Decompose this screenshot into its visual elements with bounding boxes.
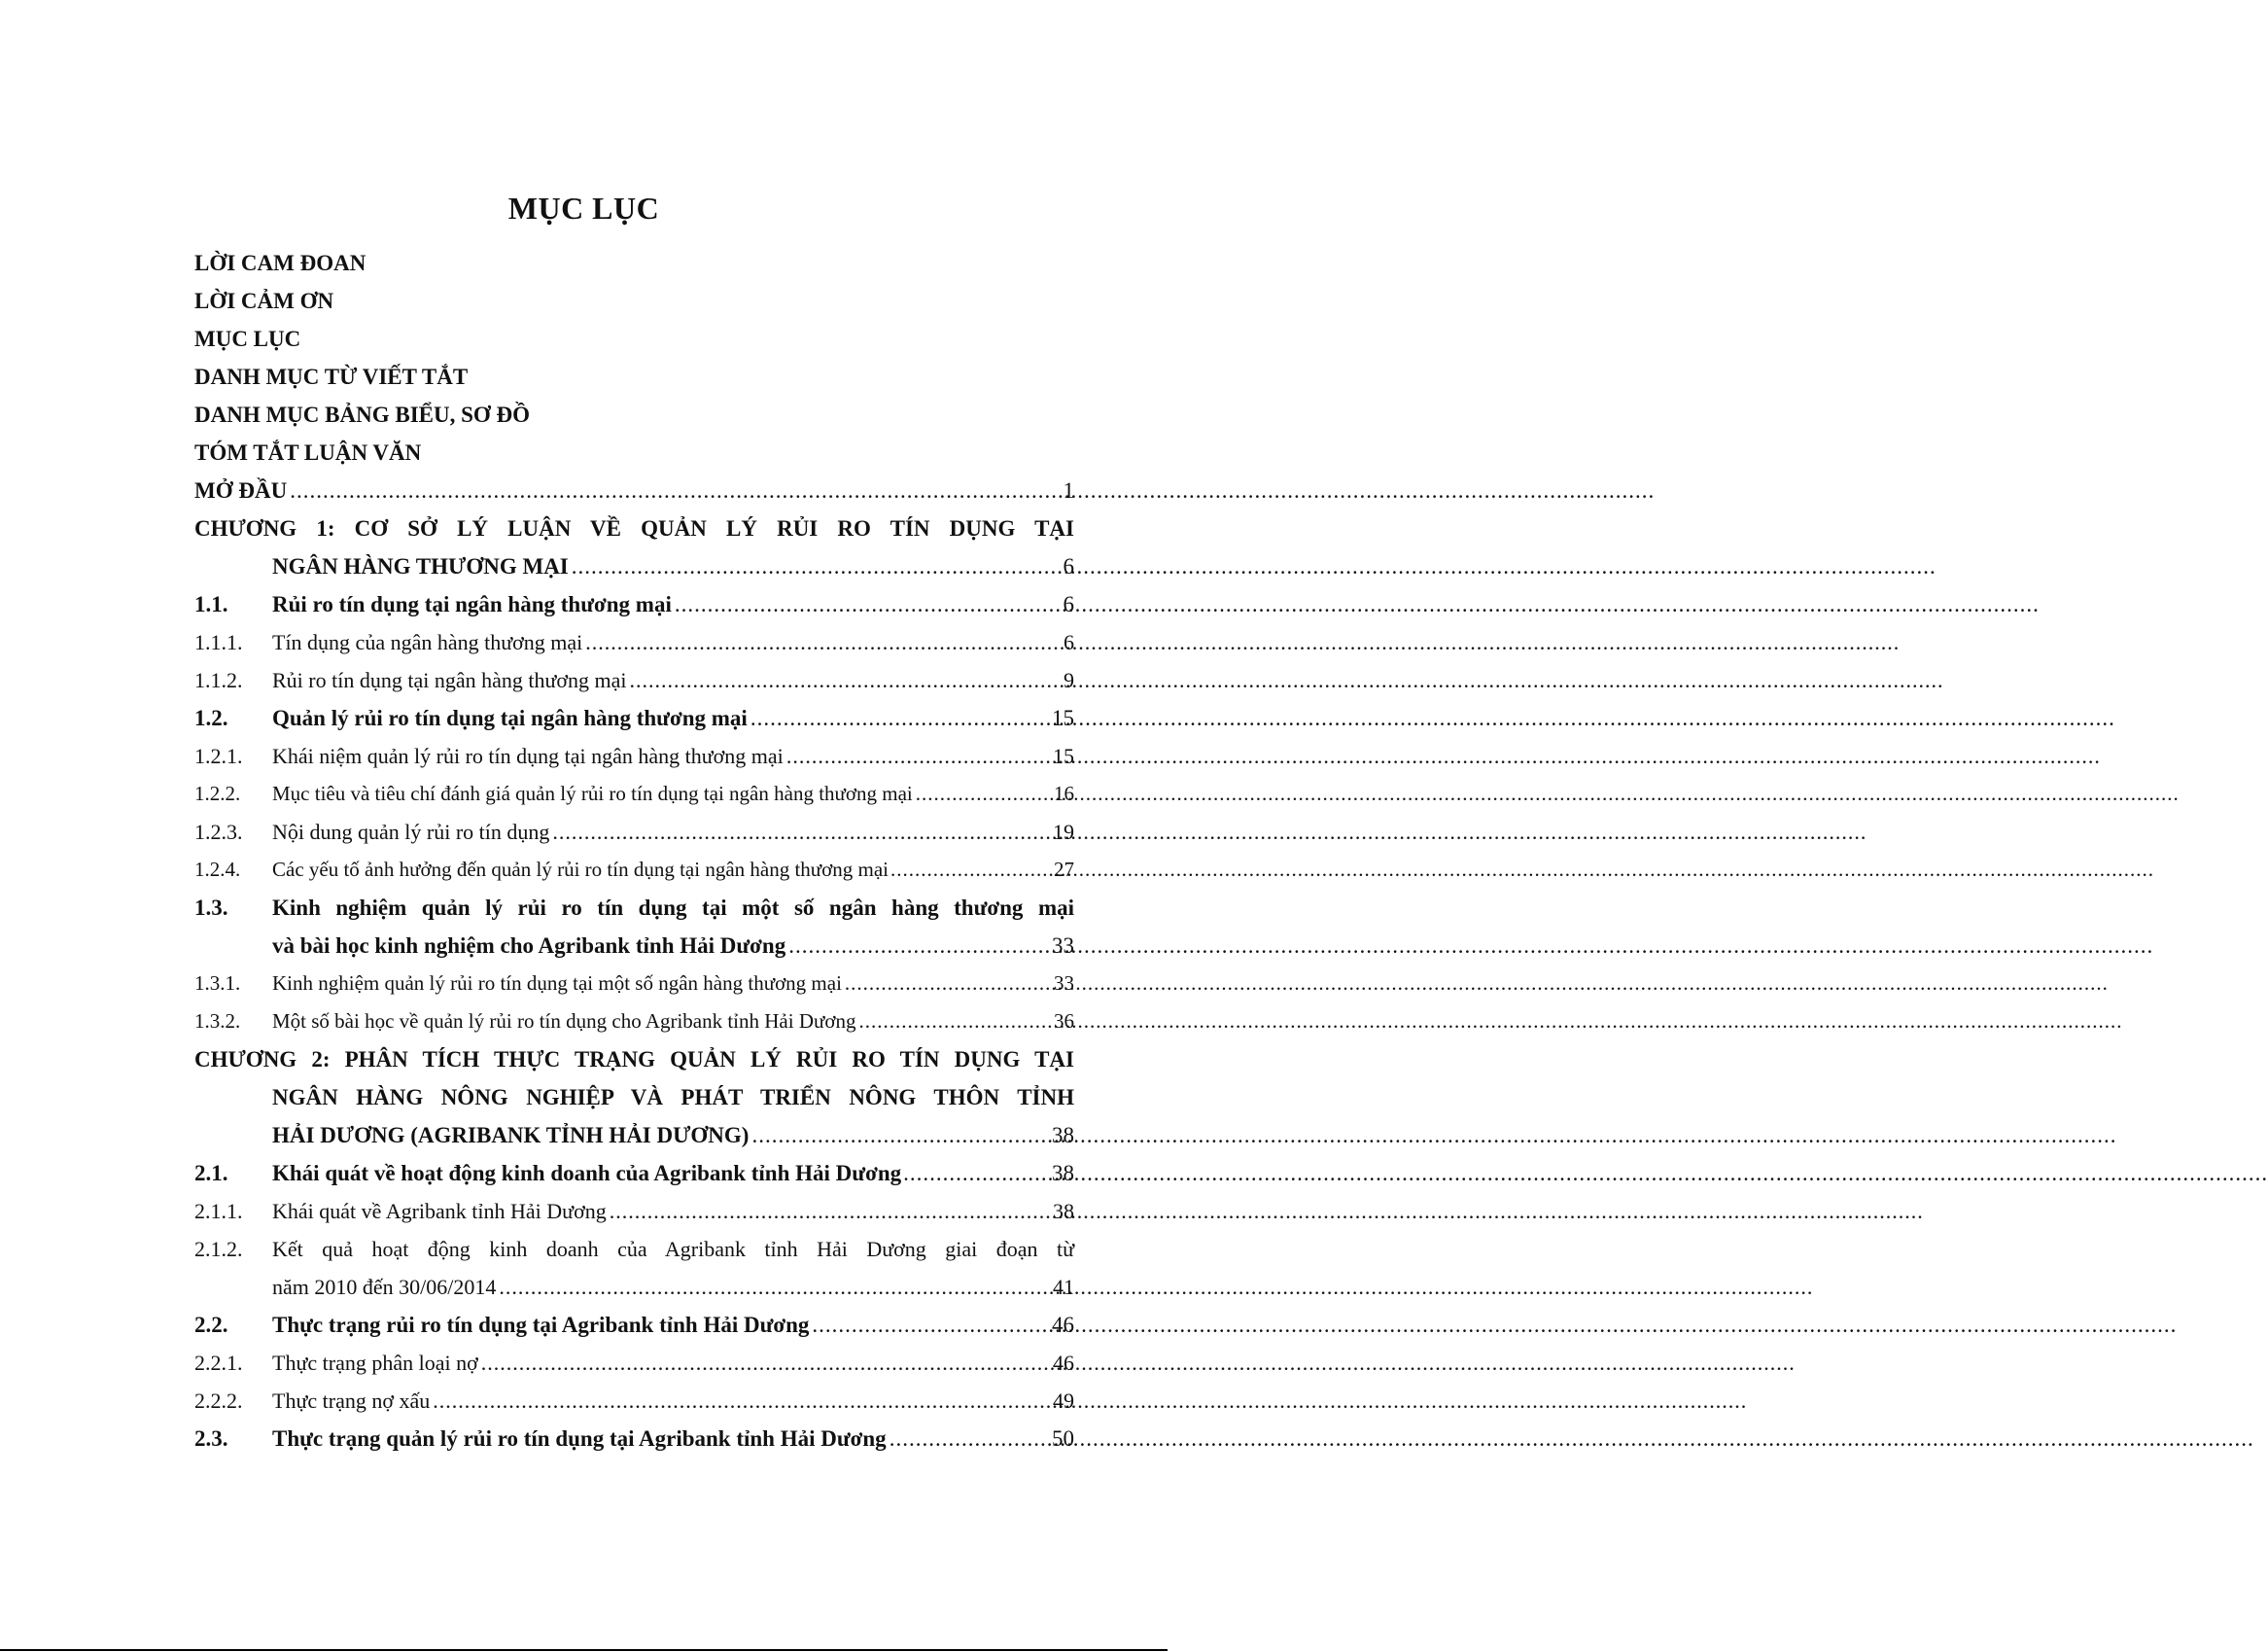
toc-entry-1-1-1[interactable] <box>194 623 1074 661</box>
toc-entry-text: Khái niệm quản lý rủi ro tín dụng tại ngân hàng thương mại <box>272 744 784 768</box>
toc-chapter-1-line-1[interactable] <box>194 510 1074 547</box>
toc-entry-text: Tín dụng của ngân hàng thương mại <box>272 630 583 654</box>
dot-leader <box>290 472 1060 510</box>
toc-entry-text: MỤC LỤC <box>194 327 301 351</box>
page-number: 27 <box>1054 858 1074 881</box>
toc-entry-text: DANH MỤC BẢNG BIỂU, SƠ ĐỒ <box>194 403 531 427</box>
toc-entry-text: Kinh nghiệm quản lý rủi ro tín dụng tại một số ngân hàng thương mại <box>272 971 842 995</box>
toc-entry-text: MỞ ĐẦU <box>194 478 288 503</box>
page-number: 6 <box>1063 592 1074 616</box>
page-number: 6 <box>1064 630 1074 654</box>
toc-entry-text: DANH MỤC TỪ VIẾT TẮT <box>194 365 469 389</box>
dot-leader <box>499 1268 1050 1306</box>
page-bottom-border <box>0 1649 1168 1651</box>
page-number: 38 <box>1052 1123 1074 1147</box>
page-number: 33 <box>1054 971 1074 995</box>
page-number: 19 <box>1053 820 1074 844</box>
section-number: 1.1.2. <box>194 668 243 692</box>
toc-entry-text: CHƯƠNG 2: PHÂN TÍCH THỰC TRẠNG QUẢN LÝ RỦI RO TÍN DỤNG TẠI <box>194 1047 1074 1072</box>
toc-entry-1-3-line-2[interactable] <box>194 927 1074 965</box>
page-number: 38 <box>1052 1161 1074 1185</box>
section-number: 2.2. <box>194 1313 228 1337</box>
section-number: 1.2.1. <box>194 744 243 768</box>
toc-entry-1-2-1[interactable] <box>194 737 1074 775</box>
section-number: 2.1.1. <box>194 1199 243 1223</box>
toc-entry-text: và bài học kinh nghiệm cho Agribank tỉnh Hải Dương <box>272 933 786 958</box>
toc-entry-text: Các yếu tố ảnh hưởng đến quản lý rủi ro tín dụng tại ngân hàng thương mại <box>272 858 890 881</box>
toc-entry-text: Quản lý rủi ro tín dụng tại ngân hàng thương mại <box>272 706 748 730</box>
section-number: 1.1. <box>194 592 228 616</box>
dot-leader <box>890 1420 1049 1458</box>
toc-entry-1-1-2[interactable] <box>194 661 1074 699</box>
toc-entry-1-3-line-1[interactable] <box>194 889 1074 927</box>
dot-leader <box>916 775 1051 813</box>
page-number: 16 <box>1054 782 1074 805</box>
toc-entry-text: Kết quả hoạt động kinh doanh của Agribank tỉnh Hải Dương giai đoạn từ <box>272 1237 1074 1261</box>
page-number: 15 <box>1052 706 1074 730</box>
toc-chapter-1-line-2[interactable] <box>194 547 1074 585</box>
section-number: 1.1.1. <box>194 630 243 654</box>
page-number: 6 <box>1063 554 1074 579</box>
dot-leader <box>845 965 1051 1002</box>
toc-entry-text: Thực trạng quản lý rủi ro tín dụng tại Agribank tỉnh Hải Dương <box>272 1426 887 1451</box>
page-number: 41 <box>1053 1275 1074 1299</box>
page-number: 46 <box>1052 1313 1074 1337</box>
section-number: 1.3.2. <box>194 1009 241 1033</box>
toc-entry-text: HẢI DƯƠNG (AGRIBANK TỈNH HẢI DƯƠNG) <box>272 1123 750 1147</box>
page-number: 49 <box>1053 1388 1074 1413</box>
toc-entry-1-2-4[interactable] <box>194 851 1074 889</box>
dot-leader <box>552 813 1050 851</box>
section-number: 1.2.2. <box>194 782 241 805</box>
section-number: 1.3.1. <box>194 971 241 995</box>
toc-entry-2-1-2-line-2[interactable] <box>194 1268 1074 1306</box>
page-number: 50 <box>1052 1426 1074 1451</box>
toc-entry-text: Nội dung quản lý rủi ro tín dụng <box>272 820 550 844</box>
dot-leader <box>585 623 1061 661</box>
toc-chapter-2-line-3[interactable] <box>194 1116 1074 1154</box>
toc-entry-2-2-1[interactable] <box>194 1344 1074 1382</box>
toc-entry-loi-cam-doan[interactable] <box>194 244 1074 282</box>
toc-chapter-2-line-1[interactable] <box>194 1040 1074 1078</box>
dot-leader <box>812 1306 1049 1344</box>
dot-leader <box>750 699 1049 737</box>
section-number: 1.2.3. <box>194 820 243 844</box>
toc-entry-1-2-3[interactable] <box>194 813 1074 851</box>
toc-entry-danh-muc-bang-bieu[interactable] <box>194 396 1074 434</box>
dot-leader <box>786 737 1050 775</box>
page-number: 46 <box>1053 1351 1074 1375</box>
toc-entry-1-2[interactable] <box>194 699 1074 737</box>
toc-chapter-2-line-2[interactable] <box>194 1078 1074 1116</box>
section-number: 2.2.2. <box>194 1388 243 1413</box>
section-number: 1.3. <box>194 896 228 920</box>
toc-entry-text: năm 2010 đến 30/06/2014 <box>272 1275 497 1299</box>
section-number: 2.3. <box>194 1426 228 1451</box>
toc-entry-text: CHƯƠNG 1: CƠ SỞ LÝ LUẬN VỀ QUẢN LÝ RỦI RO TÍN DỤNG TẠI <box>194 516 1074 541</box>
toc-entry-text: Khái quát về Agribank tỉnh Hải Dương <box>272 1199 607 1223</box>
page-number: 9 <box>1064 668 1074 692</box>
toc-entry-muc-luc[interactable] <box>194 320 1074 358</box>
dot-leader <box>675 585 1061 623</box>
toc-entry-text: Rủi ro tín dụng tại ngân hàng thương mại <box>272 668 627 692</box>
toc-entry-2-1-1[interactable] <box>194 1192 1074 1230</box>
toc-entry-text: TÓM TẮT LUẬN VĂN <box>194 440 422 465</box>
section-number: 2.1. <box>194 1161 228 1185</box>
toc-entry-danh-muc-tu-viet-tat[interactable] <box>194 358 1074 396</box>
section-number: 2.1.2. <box>194 1237 243 1261</box>
toc-entry-text: LỜI CẢM ƠN <box>194 289 334 313</box>
page-number: 33 <box>1052 933 1074 958</box>
toc-entry-text: Mục tiêu và tiêu chí đánh giá quản lý rủi ro tín dụng tại ngân hàng thương mại <box>272 782 913 805</box>
page-title: MỤC LỤC <box>507 191 660 226</box>
toc-entry-1-3-2[interactable] <box>194 1002 1074 1040</box>
toc-entry-2-1-2-line-1[interactable] <box>194 1230 1074 1268</box>
dot-leader <box>903 1154 1050 1192</box>
dot-leader <box>572 547 1061 585</box>
dot-leader <box>788 927 1049 965</box>
page-number: 15 <box>1053 744 1074 768</box>
dot-leader <box>751 1116 1049 1154</box>
toc-entry-2-2-2[interactable] <box>194 1382 1074 1420</box>
toc-entry-mo-dau[interactable] <box>194 472 1074 510</box>
toc-entry-text: Thực trạng nợ xấu <box>272 1388 431 1413</box>
toc-entry-text: Một số bài học về quản lý rủi ro tín dụng cho Agribank tỉnh Hải Dương <box>272 1009 856 1033</box>
toc-entry-text: LỜI CAM ĐOAN <box>194 251 366 275</box>
section-number: 1.2.4. <box>194 858 241 881</box>
toc-entry-2-1[interactable] <box>194 1154 1074 1192</box>
toc-entry-text: NGÂN HÀNG NÔNG NGHIỆP VÀ PHÁT TRIỂN NÔNG THÔN TỈNH <box>272 1085 1074 1109</box>
toc-entry-loi-cam-on[interactable] <box>194 282 1074 320</box>
page-number: 1 <box>1063 478 1074 503</box>
toc-entry-text: Thực trạng rủi ro tín dụng tại Agribank tỉnh Hải Dương <box>272 1313 810 1337</box>
dot-leader <box>890 851 1052 889</box>
page-number: 36 <box>1054 1009 1074 1033</box>
dot-leader <box>481 1344 1050 1382</box>
toc-entry-2-2[interactable] <box>194 1306 1074 1344</box>
toc-entry-text: Rủi ro tín dụng tại ngân hàng thương mại <box>272 592 672 616</box>
toc-entry-tom-tat[interactable] <box>194 434 1074 472</box>
toc-entry-text: Thực trạng phân loại nợ <box>272 1351 478 1375</box>
dot-leader <box>610 1192 1050 1230</box>
section-number: 2.2.1. <box>194 1351 243 1375</box>
toc-entry-text: Kinh nghiệm quản lý rủi ro tín dụng tại một số ngân hàng thương mại <box>272 896 1074 920</box>
toc-entry-2-3[interactable] <box>194 1420 1074 1458</box>
toc-entry-text: NGÂN HÀNG THƯƠNG MẠI <box>272 554 569 579</box>
toc-entry-text: Khái quát về hoạt động kinh doanh của Agribank tỉnh Hải Dương <box>272 1161 902 1185</box>
toc-entry-1-1[interactable] <box>194 585 1074 623</box>
dot-leader <box>630 661 1061 699</box>
dot-leader <box>859 1002 1052 1040</box>
page-number: 38 <box>1053 1199 1074 1223</box>
toc-entry-1-2-2[interactable] <box>194 775 1074 813</box>
table-of-contents <box>194 244 1074 1458</box>
toc-entry-1-3-1[interactable] <box>194 965 1074 1002</box>
section-number: 1.2. <box>194 706 228 730</box>
dot-leader <box>433 1382 1050 1420</box>
